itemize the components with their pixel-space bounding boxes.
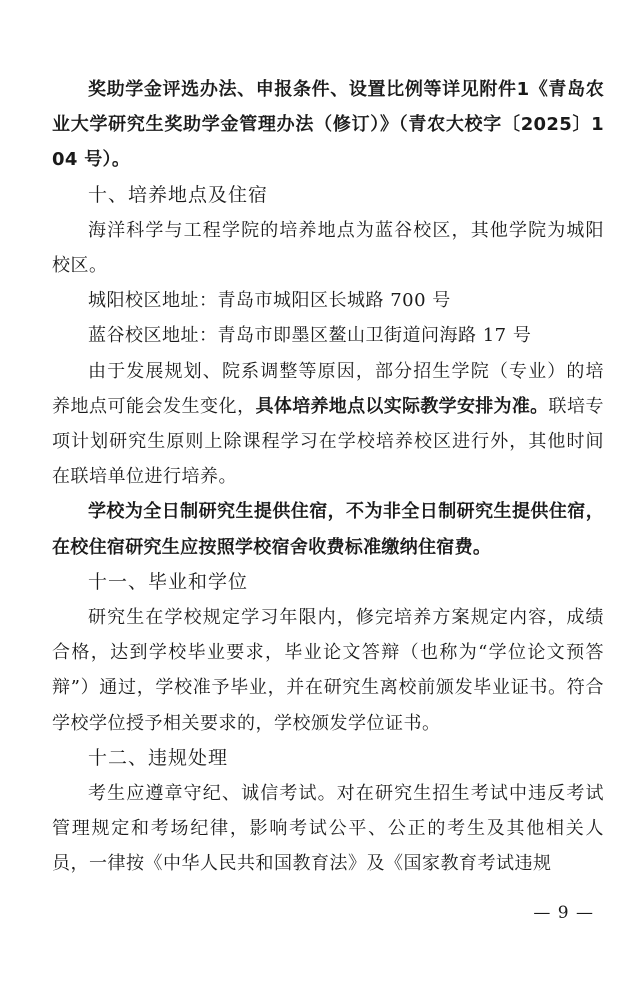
langu-address-paragraph: 蓝谷校区地址：青岛市即墨区鳌山卫街道问海路 17 号 [88, 325, 532, 347]
location-change-emphasis: 具体培养地点以实际教学安排为准。 [255, 395, 549, 417]
location-change-text: 由于发展规划、院系调整等原因，部分招生学院（专业）的培养地点可能会发生变化， [52, 360, 604, 417]
section-heading-training-location: 十、培养地点及住宿 [88, 183, 269, 206]
joint-training-text: 联培专项计划研究生原则上除课程学习在学校培养校区进行外，其他时间在联培单位进行培养。 [52, 395, 604, 488]
section-heading-graduation: 十一、毕业和学位 [88, 570, 249, 593]
violations-paragraph: 考生应遵章守纪、诚信考试。对在研究生招生考试中违反考试管理规定和考场纪律，影响考试公平、公正的考生及其他相关人员，一律按《中华人民共和国教育法》及《国家教育考试违规 [52, 783, 604, 875]
chengyang-address-paragraph: 城阳校区地址：青岛市城阳区长城路 700 号 [88, 290, 451, 312]
section-heading-violations: 十二、违规处理 [88, 746, 229, 769]
page-number: — 9 — [533, 903, 594, 923]
scholarship-paragraph: 奖助学金评选办法、申报条件、设置比例等详见附件1《青岛农业大学研究生奖助学金管理办法（修订）》（青农大校字〔2025〕104 号）。 [52, 79, 604, 171]
location-change-paragraph [52, 354, 604, 495]
accommodation-paragraph: 学校为全日制研究生提供住宿，不为非全日制研究生提供住宿，在校住宿研究生应按照学校宿舍收费标准缴纳住宿费。 [52, 501, 604, 558]
graduation-paragraph: 研究生在学校规定学习年限内，修完培养方案规定内容，成绩合格，达到学校毕业要求，毕业论文答辩（也称为“学位论文预答辩”）通过，学校准予毕业，并在研究生离校前颁发毕业证书。符合学校学位授予相关要求的，学校颁发学位证书。 [52, 607, 604, 734]
campus-assignment-paragraph: 海洋科学与工程学院的培养地点为蓝谷校区，其他学院为城阳校区。 [52, 219, 604, 277]
